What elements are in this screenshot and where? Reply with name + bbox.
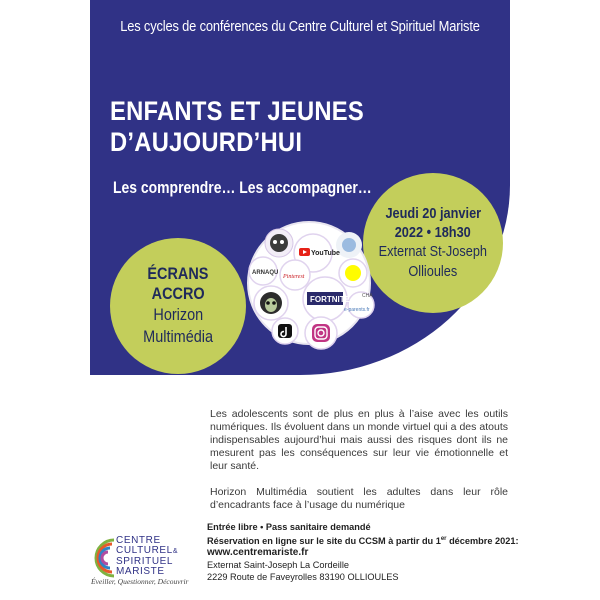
- entry-info: Entrée libre • Pass sanitaire demandé: [207, 522, 371, 532]
- pinterest-label: Pinterest: [283, 274, 305, 280]
- body-paragraph-2: Horizon Multimédia soutient les adultes dans leur rôle d’encadrants face à l’usage du numérique: [210, 486, 508, 511]
- cha-label: CHA: [362, 293, 373, 299]
- address-line-1: Externat Saint-Joseph La Cordeille: [207, 560, 349, 571]
- event-city: Ollioules: [408, 263, 458, 280]
- topic-circle: [110, 238, 246, 374]
- address-line-2: 2229 Route de Faveyrolles 83190 OLLIOULES: [207, 572, 399, 583]
- logo-wordmark: [116, 536, 178, 577]
- topic-line-4: Multimédia: [143, 327, 213, 346]
- logo-line-4: MARISTE: [116, 566, 165, 577]
- poster-title: [110, 96, 392, 158]
- logo-line-3: SPIRITUEL: [116, 556, 174, 567]
- info-block: [207, 521, 517, 583]
- logo-tagline: Éveiller, Questionner, Découvrir: [91, 577, 189, 586]
- poster-subtitle: Les comprendre… Les accompagner…: [113, 178, 372, 197]
- title-line-1: ENFANTS ET JEUNES: [110, 96, 365, 126]
- logo-line-2-text: CULTUREL: [116, 545, 173, 556]
- youtube-label: YouTube: [311, 250, 340, 257]
- collage-graphic: [249, 223, 373, 347]
- body-paragraph-1: Les adolescents sont de plus en plus à l’aise avec les outils numériques. Ils évoluent dans un monde virtuel qui a des atouts indispensables aujourd’hui mais aussi des risques dont ils ne mesurent pas les conséquences sur leur vie émotionnelle et leur santé.: [210, 408, 508, 472]
- event-circle: [363, 173, 503, 313]
- booking-suffix: décembre 2021:: [446, 536, 519, 547]
- eparents-label: e-parents.fr: [344, 307, 370, 313]
- body-text: [210, 408, 508, 525]
- booking-info: [207, 533, 517, 547]
- website-link[interactable]: www.centremariste.fr: [207, 547, 309, 559]
- event-venue: Externat St-Joseph: [378, 243, 488, 260]
- arnaque-label: ARNAQU: [252, 270, 279, 276]
- event-time: 2022 • 18h30: [394, 224, 472, 241]
- booking-prefix: Réservation en ligne sur le site du CCSM à partir du 1: [207, 536, 441, 547]
- booking-sup: er: [440, 536, 447, 542]
- social-media-collage: [247, 221, 371, 345]
- logo-ampersand: &: [172, 548, 179, 555]
- series-title: Les cycles de conférences du Centre Culturel et Spirituel Mariste: [120, 18, 480, 35]
- topic-line-2: ACCRO: [151, 284, 205, 303]
- topic-line-3: Horizon: [153, 305, 203, 324]
- topic-line-1: ÉCRANS: [147, 264, 209, 283]
- event-date: Jeudi 20 janvier: [385, 205, 481, 222]
- logo-line-1: CENTRE: [116, 535, 161, 546]
- fortnite-label: FORTNITE: [310, 295, 350, 304]
- title-line-2: D’AUJOURD’HUI: [110, 127, 303, 157]
